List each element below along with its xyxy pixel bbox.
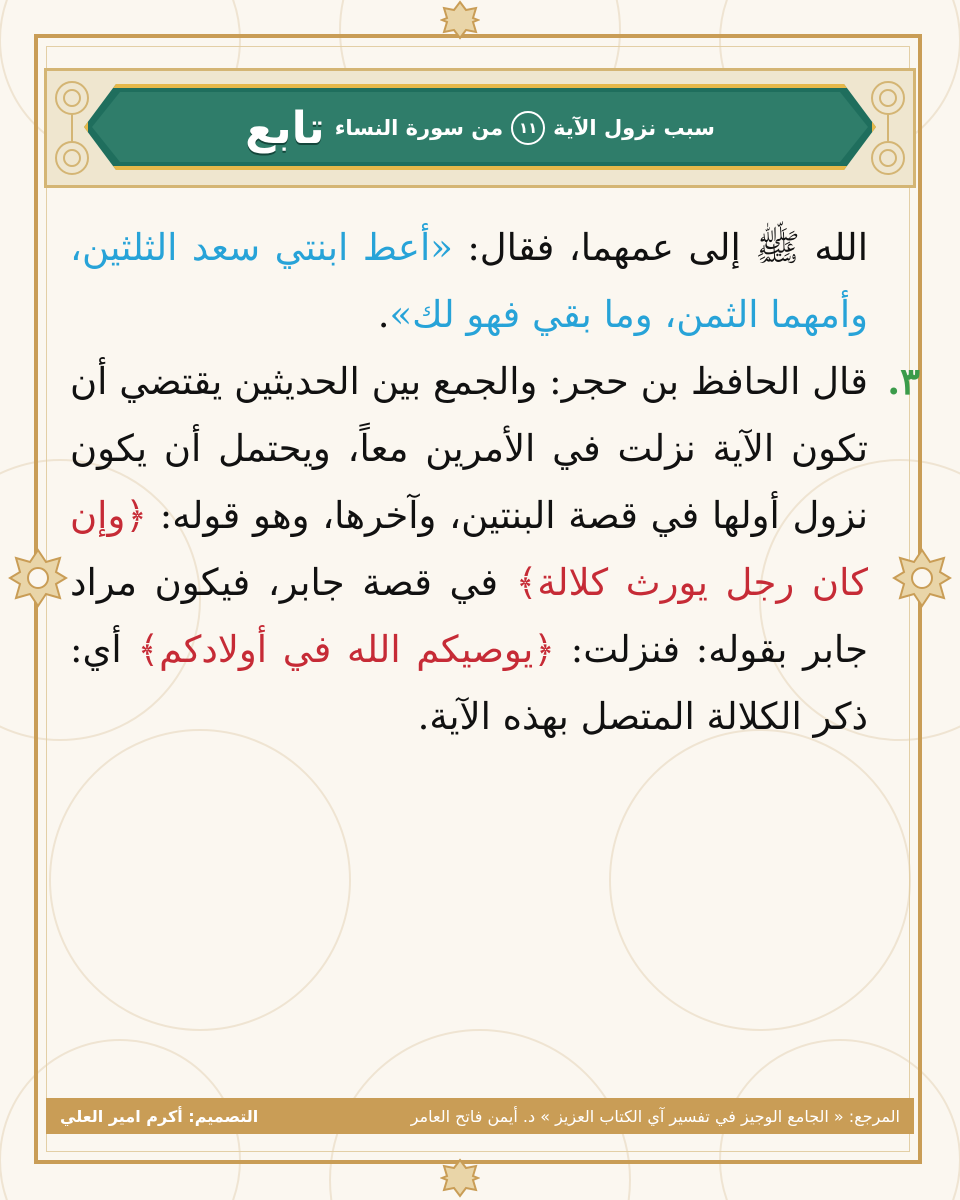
paragraph-text: الله ﷺ إلى عمهما، فقال: (452, 226, 868, 269)
octagon-star-ornament-icon (440, 1158, 480, 1198)
octagon-star-ornament-icon (8, 548, 68, 608)
banner-title (44, 86, 916, 170)
title-subtitle (335, 111, 715, 145)
item-text: أي: ذكر الكلالة المتصل بهذه الآية. (70, 628, 868, 738)
item-text: في قصة جابر، فيكون مراد جابر بقوله: فنزلت: (70, 561, 869, 671)
title-banner (44, 68, 916, 188)
quran-verse: ﴿يوصيكم الله في أولادكم﴾ (137, 628, 556, 671)
subtitle-part-2: من سورة النساء (334, 116, 504, 140)
footer-reference: المرجع: « الجامع الوجيز في تفسير آي الكتاب العزيز » د. أيمن فاتح العامر (410, 1106, 900, 1126)
item-number: ٣. (887, 359, 920, 403)
title-main: تابع (245, 102, 325, 154)
paragraph-continuation (70, 214, 896, 348)
subtitle-part-1: سبب نزول الآية (553, 116, 715, 140)
verse-number-circle-icon: ١١ (511, 111, 545, 145)
paragraph-end: . (377, 293, 390, 336)
list-item (70, 348, 920, 750)
footer-design-credit: التصميم: أكرم امير العلي (60, 1106, 259, 1126)
octagon-star-ornament-icon (440, 0, 480, 40)
quran-verse: ﴿وإن كان رجل يورث كلالة﴾ (70, 494, 868, 604)
octagon-star-ornament-icon (892, 548, 952, 608)
item-text: قال الحافظ بن حجر: والجمع بين الحديثين يقتضي أن تكون الآية نزلت في الأمرين معاً، ويحتمل أن يكون نزول أولها في قصة البنتين، وآخرها، وهو قوله: (70, 360, 868, 537)
footer-bar (46, 1098, 914, 1134)
main-text (70, 214, 920, 750)
hadith-quote: «أعط ابنتي سعد الثلثين، وأمهما الثمن، وما بقي فهو لك» (70, 226, 868, 336)
